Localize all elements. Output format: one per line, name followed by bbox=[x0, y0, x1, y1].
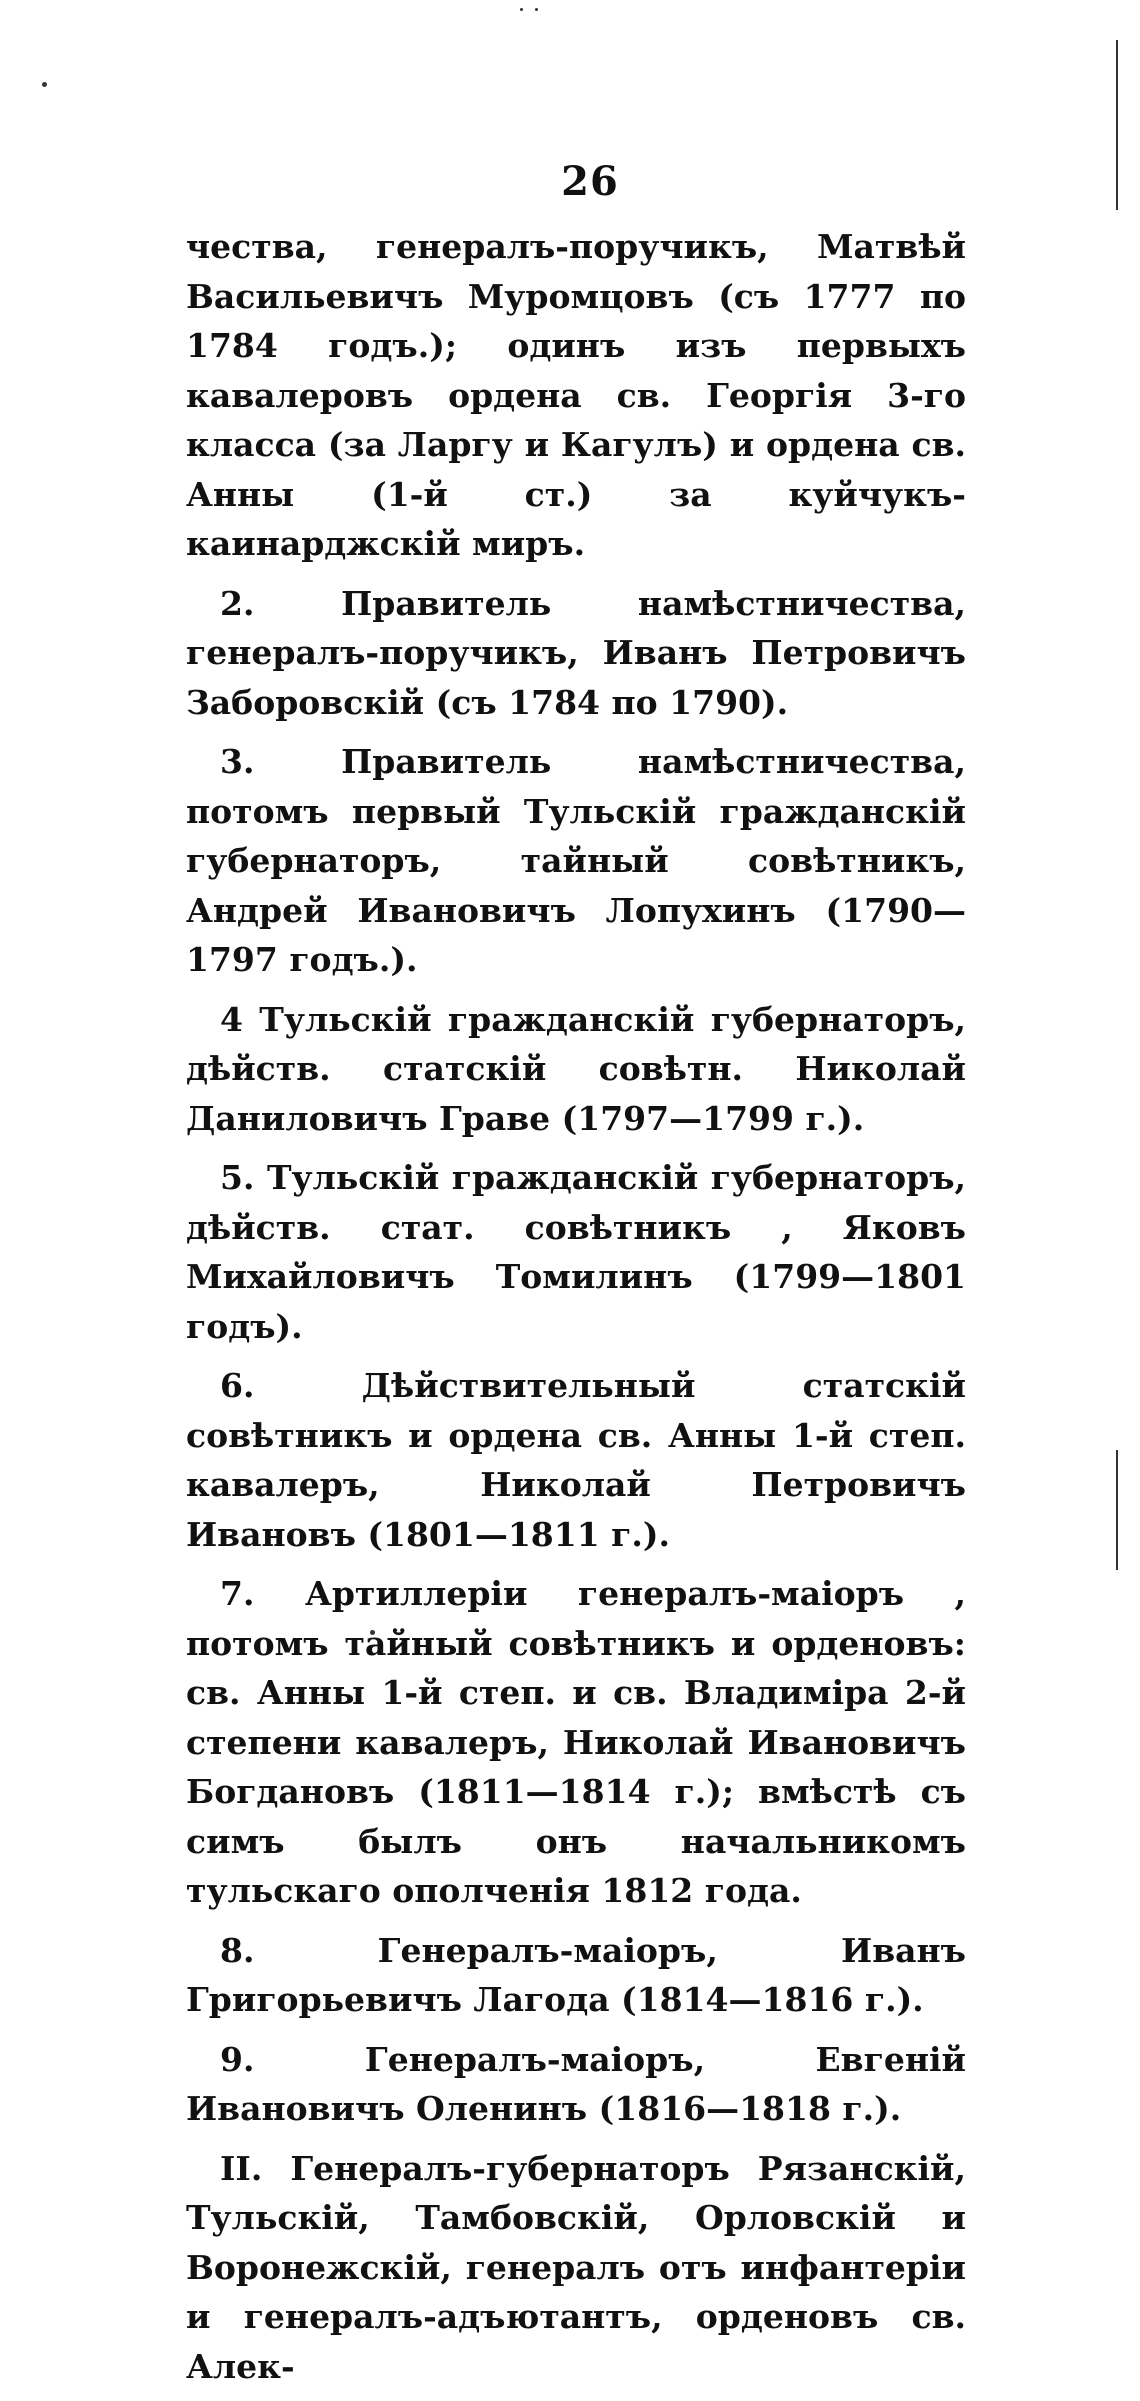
scan-speck bbox=[535, 8, 538, 11]
paragraph-item-6: 6. Дѣйствительный статскій совѣтникъ и ордена св. Анны 1-й степ. кавалеръ, Николай Петровичъ Ивановъ (1801—1811 г.). bbox=[186, 1366, 966, 1554]
paragraph-item-2: 2. Правитель намѣстничества, генералъ-поручикъ, Иванъ Петровичъ Заборовскій (съ 1784 по 1790). bbox=[186, 583, 966, 722]
paragraph-item-7: 7. Артиллеріи генералъ-маіоръ , потомъ тайный совѣтникъ и орденовъ: св. Анны 1-й степ. и св. Владиміра 2-й степени кавалеръ, Николай Ивановичъ Богдановъ (1811—1814 г.); вмѣстѣ съ симъ былъ онъ начальникомъ тульскаго ополченія 1812 года. bbox=[186, 1574, 966, 1910]
paragraph-item-3: 3. Правитель намѣстничества, потомъ первый Тульскій гражданскій губернаторъ, тайный совѣтникъ, Андрей Ивановичъ Лопухинъ (1790—1797 годъ.). bbox=[186, 742, 966, 979]
body-text bbox=[186, 222, 966, 2401]
paragraph-item-9: 9. Генералъ-маіоръ, Евгеній Ивановичъ Оленинъ (1816—1818 г.). bbox=[186, 2039, 966, 2128]
scan-speck bbox=[42, 82, 47, 87]
paragraph-item-4: 4 Тульскій гражданскій губернаторъ, дѣйств. статскій совѣтн. Николай Даниловичъ Граве (1797—1799 г.). bbox=[186, 999, 966, 1138]
paragraph-continuation: чества, генералъ-поручикъ, Матвѣй Васильевичъ Муромцовъ (съ 1777 по 1784 годъ.); одинъ изъ первыхъ кавалеровъ ордена св. Георгія 3-го класса (за Ларгу и Кагулъ) и ордена св. Анны (1-й ст.) за куйчукъ-каинарджскій миръ. bbox=[186, 227, 966, 563]
paragraph-section-ii: II. Генералъ-губернаторъ Рязанскій, Тульскій, Тамбовскій, Орловскій и Воронежскій, генералъ отъ инфантеріи и генералъ-адъютантъ, орденовъ св. Алек- bbox=[186, 2148, 966, 2386]
paragraph-item-8: 8. Генералъ-маіоръ, Иванъ Григорьевичъ Лагода (1814—1816 г.). bbox=[186, 1930, 966, 2019]
scan-speck bbox=[520, 8, 523, 11]
page-number: 26 bbox=[561, 158, 619, 205]
paragraph-item-5: 5. Тульскій гражданскій губернаторъ, дѣйств. стат. совѣтникъ , Яковъ Михайловичъ Томилинъ (1799—1801 годъ). bbox=[186, 1158, 966, 1346]
margin-scan-line-bottom bbox=[1116, 1450, 1118, 1570]
